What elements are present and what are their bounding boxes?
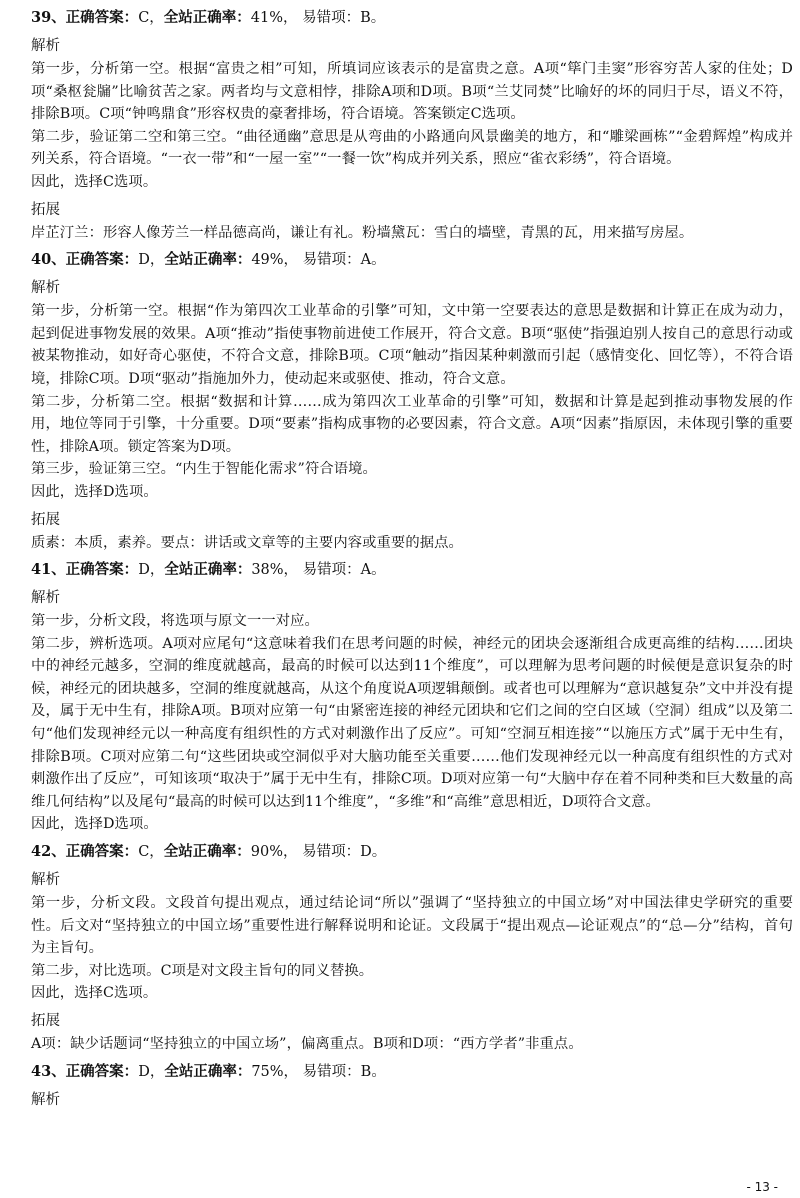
analysis-label: 解析	[31, 1091, 60, 1108]
analysis-label: 解析	[31, 38, 60, 54]
question-number: 39	[31, 9, 52, 26]
analysis-paragraph: 因此，选择D选项。	[31, 483, 158, 500]
accuracy-label: 全站正确率：	[164, 561, 252, 579]
question-header	[31, 248, 793, 272]
accuracy-and-wrong-option: 41%， 易错项：B。	[250, 10, 386, 26]
accuracy-and-wrong-option: 38%， 易错项：A。	[251, 562, 386, 579]
extension-label: 拓展	[31, 511, 60, 528]
analysis-paragraph: 第一步，分析第一空。根据“作为第四次工业革命的引擎”可知，文中第一空要表达的意思是数据和计算正在成为动力，起到促进事物发展的效果。A项“推动”指使事物前进使工作展开，符合文意。B项“驱使”指强迫别人按自己的意思行动或被某物推动，如好奇心驱使，不符合文意，排除B项。C项“触动”指因某种刺激而引起（感情变化、回忆等），不符合语境，排除C项。D项“驱动”指施加外力，使动起来或驱使、推动，符合文意。	[31, 303, 793, 387]
accuracy-and-wrong-option: 90%， 易错项：D。	[250, 844, 387, 861]
correct-answer: D，	[138, 562, 165, 579]
question-number: 43	[31, 1062, 52, 1080]
correct-answer: D，	[138, 1063, 165, 1080]
accuracy-and-wrong-option: 75%， 易错项：B。	[251, 1063, 386, 1080]
page-number: - 13 -	[746, 1180, 778, 1194]
answer-label: 、正确答案：	[51, 251, 139, 269]
question-section	[31, 6, 793, 244]
question-section	[31, 558, 793, 836]
extension-label: 拓展	[31, 201, 60, 218]
accuracy-label: 全站正确率：	[164, 1062, 252, 1080]
analysis-paragraph: 第二步，验证第二空和第三空。“曲径通幽”意思是从弯曲的小路通向风景幽美的地方，和“雕梁画栋”“金碧辉煌”构成并列关系，符合语境。“一衣一带”和“一屋一室”“一餐一饮”构成并列关系，照应“雀衣彩绣”，符合语境。	[31, 128, 793, 168]
correct-answer: C，	[138, 10, 164, 26]
accuracy-and-wrong-option: 49%， 易错项：A。	[251, 252, 386, 269]
extension-label: 拓展	[31, 1013, 60, 1029]
answer-label: 、正确答案：	[51, 561, 139, 579]
analysis-paragraph: 因此，选择C选项。	[31, 985, 158, 1002]
extension-paragraph: A项：缺少话题词“坚持独立的中国立场”，偏离重点。B项和D项：“西方学者”非重点。	[31, 1036, 583, 1052]
question-header	[31, 840, 793, 864]
analysis-paragraph: 第二步，分析第二空。根据“数据和计算……成为第四次工业革命的引擎”可知，数据和计算是起到推动事物发展的作用，地位等同于引擎，十分重要。D项“要素”指构成事物的必要因素，符合文意。A项“因素”指原因，未体现引擎的重要性，排除A项。锁定答案为D项。	[31, 393, 793, 455]
answer-label: 、正确答案：	[51, 9, 139, 26]
extension-paragraph: 质素：本质，素养。要点：讲话或文章等的主要内容或重要的据点。	[31, 534, 463, 551]
question-section	[31, 1060, 793, 1112]
correct-answer: C，	[138, 844, 164, 861]
question-section	[31, 248, 793, 554]
analysis-paragraph: 第二步，辨析选项。A项对应尾句“这意味着我们在思考问题的时候，神经元的团块会逐渐组合成更高维的结构……团块中的神经元越多，空洞的维度就越高，最高的时候可以达到11个维度”，可以理解为思考问题的时候便是意识复杂的时候，神经元的团块越多，空洞的维度就越高，从这个角度说A项逻辑颠倒。或者也可以理解为“意识越复杂”文中并没有提及，属于无中生有，排除A项。B项对应第一句“由紧密连接的神经元团块和它们之间的空白区域（空洞）组成”以及第二句“他们发现神经元以一种高度有组织性的方式对刺激作出了反应”。可知“空洞互相连接”“以施压方式”属于无中生有，排除B项。C项对应第二句“这些团块或空洞似乎对大脑功能至关重要……他们发现神经元以一种高度有组织性的方式对刺激作出了反应”，可知该项“取决于”属于无中生有，排除C项。D项对应第一句“大脑中存在着不同种类和巨大数量的高维几何结构”以及尾句“最高的时候可以达到11个维度”，“多维”和“高维”意思相近，D项符合文意。	[31, 635, 793, 810]
accuracy-label: 全站正确率：	[164, 251, 252, 269]
analysis-label: 解析	[31, 280, 60, 297]
document-page	[31, 4, 793, 1116]
question-number: 42	[31, 843, 52, 861]
analysis-paragraph: 因此，选择C选项。	[31, 173, 158, 190]
correct-answer: D，	[138, 252, 165, 269]
analysis-label: 解析	[31, 872, 60, 889]
question-number: 41	[31, 561, 52, 579]
question-section	[31, 840, 793, 1056]
analysis-paragraph: 第三步，验证第三空。“内生于智能化需求”符合语境。	[31, 461, 377, 478]
question-header	[31, 558, 793, 582]
analysis-paragraph: 第一步，分析文段，将选项与原文一一对应。	[31, 613, 319, 630]
answer-label: 、正确答案：	[51, 843, 139, 861]
question-header	[31, 6, 793, 30]
analysis-paragraph: 第一步，分析第一空。根据“富贵之相”可知，所填词应该表示的是富贵之意。A项“筚门圭窦”形容穷苦人家的住处；D项“桑枢瓮牖”比喻贫苦之家。两者均与文意相悖，排除A项和D项。B项“兰艾同焚”比喻好的坏的同归于尽，语义不符，排除B项。C项“钟鸣鼎食”形容权贵的豪奢排场，符合语境。答案锁定C选项。	[31, 61, 793, 123]
answer-label: 、正确答案：	[51, 1062, 139, 1080]
analysis-label: 解析	[31, 590, 60, 607]
extension-paragraph: 岸芷汀兰：形容人像芳兰一样品德高尚，谦让有礼。粉墙黛瓦：雪白的墙壁，青黑的瓦，用来描写房屋。	[31, 224, 694, 241]
analysis-paragraph: 第二步，对比选项。C项是对文段主旨句的同义替换。	[31, 962, 374, 979]
question-header	[31, 1060, 793, 1084]
accuracy-label: 全站正确率：	[163, 9, 251, 26]
accuracy-label: 全站正确率：	[163, 843, 251, 861]
analysis-paragraph: 因此，选择D选项。	[31, 816, 158, 833]
analysis-paragraph: 第一步，分析文段。文段首句提出观点，通过结论词“所以”强调了“坚持独立的中国立场”对中国法律史学研究的重要性。后文对“坚持独立的中国立场”重要性进行解释说明和论证。文段属于“提出观点—论证观点”的“总—分”结构，首句为主旨句。	[31, 895, 793, 957]
question-number: 40	[31, 251, 52, 269]
